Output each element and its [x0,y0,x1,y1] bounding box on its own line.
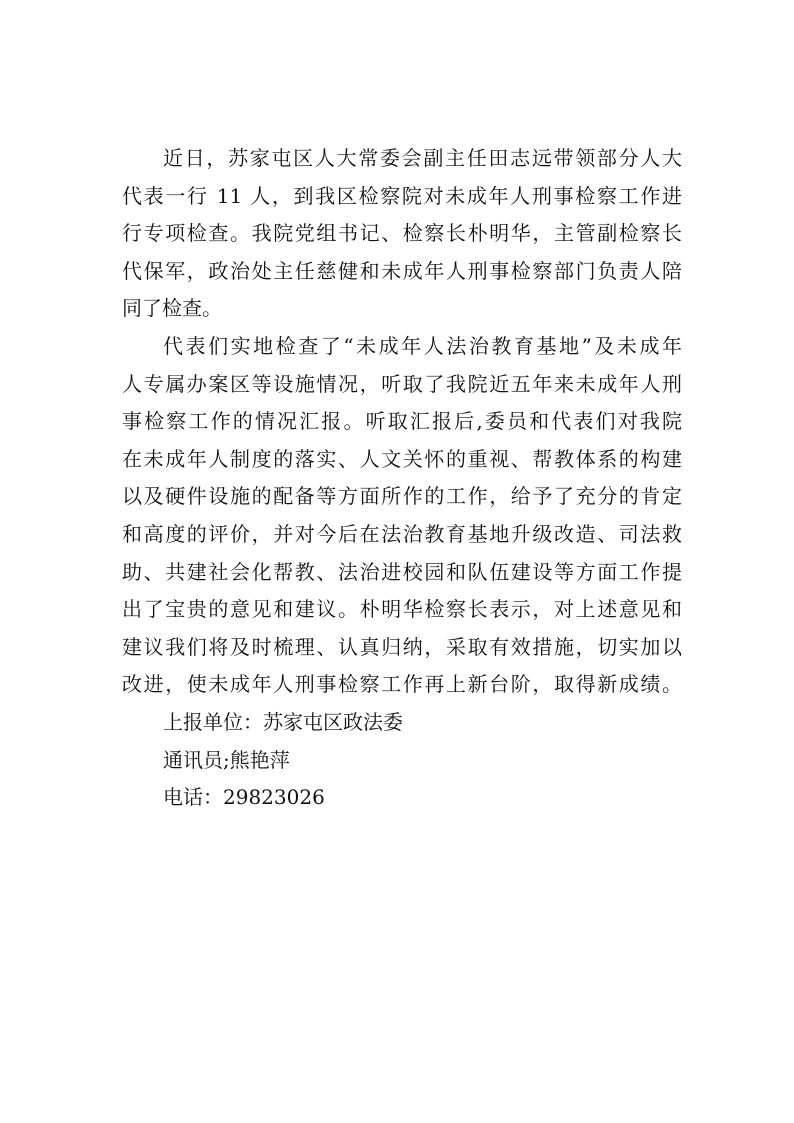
reporting-unit: 上报单位：苏家屯区政法委 [163,709,403,734]
paragraph-line: 出了宝贵的意见和建议。朴明华检察长表示，对上述意见和 [122,597,682,622]
paragraph-line: 代表们实地检查了“未成年人法治教育基地”及未成年 [163,333,682,358]
paragraph-line: 和高度的评价，并对今后在法治教育基地升级改造、司法救 [122,521,682,546]
paragraph-line: 近日，苏家屯区人大常委会副主任田志远带领部分人大 [163,146,682,170]
paragraph-line: 同了检查。 [122,296,222,321]
paragraph-line: 建议我们将及时梳理、认真归纳，采取有效措施，切实加以 [122,634,682,659]
paragraph-1 [122,140,682,328]
paragraph-line: 行专项检查。我院党组书记、检察长朴明华，主管副检察长 [122,221,682,246]
paragraph-line: 事检察工作的情况汇报。听取汇报后,委员和代表们对我院 [122,409,682,434]
paragraph-line: 以及硬件设施的配备等方面所作的工作，给予了充分的肯定 [122,484,682,509]
paragraph-line: 改进，使未成年人刑事检察工作再上新台阶，取得新成绩。 [122,672,682,697]
paragraph-line: 代保军，政治处主任慈健和未成年人刑事检察部门负责人陪 [122,258,682,283]
paragraph-2 [122,328,682,704]
paragraph-line: 在未成年人制度的落实、人文关怀的重视、帮教体系的构建 [122,446,682,471]
paragraph-line: 人专属办案区等设施情况，听取了我院近五年来未成年人刑 [122,371,682,396]
paragraph-line: 助、共建社会化帮教、法治进校园和队伍建设等方面工作提 [122,559,682,584]
correspondent: 通讯员;熊艳萍 [163,747,290,772]
paragraph-line: 代表一行 11 人，到我区检察院对未成年人刑事检察工作进 [122,183,682,208]
document-body [122,140,682,817]
phone-number: 电话：29823026 [163,785,325,810]
document-footer [122,704,682,817]
